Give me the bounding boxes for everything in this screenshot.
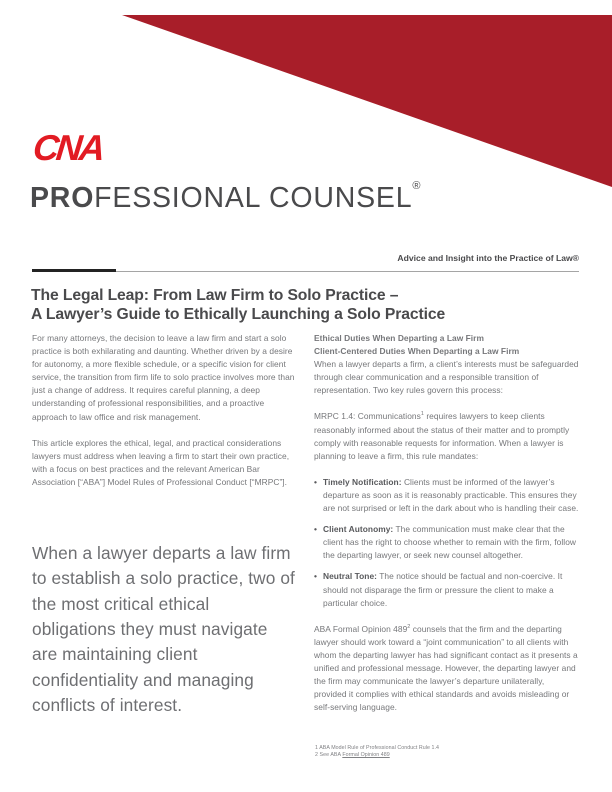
article-title-line2: A Lawyer’s Guide to Ethically Launching a Solo Practice [31, 306, 446, 324]
opinion-reference-text: counsels that the firm and the departing lawyer should work toward a “joint communication” to all clients with whom the departing lawyer has had significant contact as it presents a unified and professional message. However, the departing lawyer and the firm may communicate the lawyer’s departure unilaterally, provided it complies with ethical standards and avoids misleading or self-serving language. [314, 623, 578, 713]
footnote-marker-1: 1 [420, 411, 424, 418]
right-column [314, 332, 579, 727]
masthead-title [30, 180, 421, 215]
bullet-lead: Timely Notification: [323, 476, 402, 487]
masthead-light-segment: FESSIONAL COUNSEL [94, 182, 413, 214]
cna-logo: CNA [31, 127, 105, 168]
right-paragraph-2 [314, 410, 579, 462]
bullet-client-autonomy [314, 523, 579, 562]
footnote-marker-2: 2 [407, 623, 411, 630]
article-title [31, 286, 445, 324]
article-title-line1: The Legal Leap: From Law Firm to Solo Practice – [31, 287, 399, 304]
article-body [32, 332, 580, 727]
rule-reference-text: requires lawyers to keep clients reasonably informed about the status of their matter and to promptly comply with reasonable requests for information. When a lawyer is planning to leave a firm, this rule mandates: [314, 411, 570, 461]
intro-paragraph-1: For many attorneys, the decision to leave a law firm and start a solo practice is both exhilarating and daunting. Whether driven by a desire for autonomy, a more flexible schedule, or a specific vision for client service, the transition from firm life to solo practice involves more than just a change of address. It requires careful planning, a deep understanding of professional responsibilities, and a proactive approach to law office and risk management. [32, 333, 295, 422]
masthead-bold-segment: PRO [30, 182, 95, 214]
bullet-text: The notice should be factual and non-coercive. It should not disparage the firm or pressure the client to make a particular choice. [323, 571, 563, 608]
footnote-2 [315, 752, 439, 759]
footnotes [315, 745, 439, 759]
rule-reference: MRPC 1.4: Communications [314, 411, 421, 422]
duty-bullet-list [314, 476, 579, 610]
registered-mark: ® [412, 180, 421, 192]
tagline: Advice and Insight into the Practice of Law® [397, 253, 579, 263]
bullet-text: Clients must be informed of the lawyer’s departure as soon as it is reasonably practicable. This ensures they are not surprised or left in the dark about who is handling their case. [323, 476, 579, 514]
sub-heading: Client-Centered Duties When Departing a Law Firm [314, 346, 520, 357]
bullet-neutral-tone [314, 570, 579, 609]
bullet-text: The communication must make clear that the client has the right to choose whether to remain with the firm, follow the departing lawyer, or seek new counsel altogether. [323, 524, 577, 561]
opinion-reference: ABA Formal Opinion 489 [314, 623, 408, 634]
footnote-2-prefix: 2 See ABA [315, 752, 343, 758]
bullet-timely-notification [314, 476, 579, 515]
right-paragraph-3 [314, 623, 579, 715]
header-rule-accent [32, 269, 116, 272]
footnote-1: 1 ABA Model Rule of Professional Conduct Rule 1.4 [315, 745, 440, 751]
bullet-lead: Client Autonomy: [323, 524, 394, 535]
right-paragraph-1: When a lawyer departs a firm, a client’s interests must be safeguarded through clear communication and a responsible transition of representation. Two key rules govern this process: [314, 359, 579, 396]
section-heading: Ethical Duties When Departing a Law Firm [314, 333, 484, 343]
intro-paragraph-2: This article explores the ethical, legal, and practical considerations lawyers must address when leaving a firm to start their own practice, with a focus on best practices and the relevant American Bar Association [“ABA”] Model Rules of Professional Conduct [“MRPC”]. [32, 437, 290, 487]
pull-quote: When a lawyer departs a law firm to establish a solo practice, two of the most critical ethical obligations they must navigate are maintaining client confidentiality and managing conflicts of interest. [32, 543, 295, 715]
left-column [32, 332, 297, 727]
bullet-lead: Neutral Tone: [323, 571, 378, 582]
formal-opinion-link[interactable]: Formal Opinion 489 [342, 752, 390, 758]
